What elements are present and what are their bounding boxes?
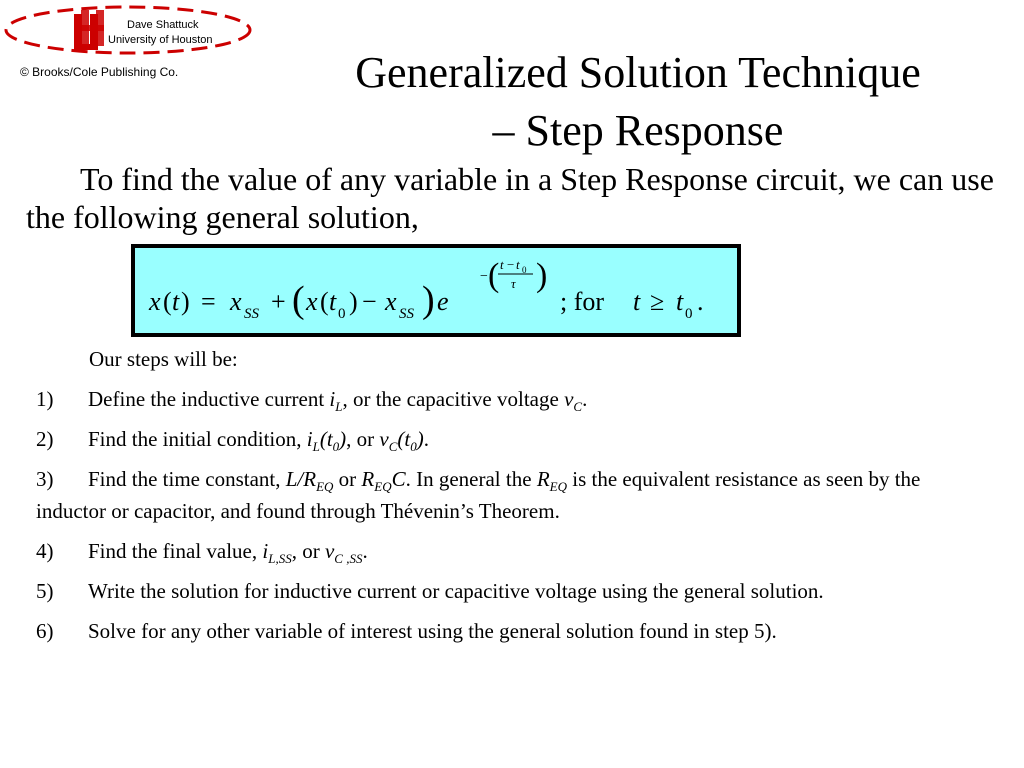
svg-text:t: t — [172, 287, 180, 316]
svg-text:e: e — [437, 287, 449, 316]
author-credit: Dave Shattuck — [127, 19, 199, 31]
svg-text:t: t — [516, 257, 520, 272]
title-line-2: – Step Response — [492, 106, 784, 155]
copyright-credit: © Brooks/Cole Publishing Co. — [20, 65, 179, 79]
svg-text:t: t — [676, 287, 684, 316]
intro-text: To find the value of any variable in a Step Response circuit, we can use the following general solution, — [26, 161, 994, 235]
list-item: 3) Find the time constant, $L/R_{EQ}$ or $R_{EQ}C$. In general the $R_{EQ}$ is the equivalent resistance as seen by the inductor or capacitor, and found through Thévenin’s Theorem. — [36, 467, 921, 523]
svg-text:): ) — [422, 279, 435, 321]
svg-text:): ) — [536, 257, 548, 294]
svg-text:(: ( — [320, 287, 329, 316]
svg-text:t: t — [633, 287, 641, 316]
svg-text:): ) — [181, 287, 190, 316]
svg-text:SS: SS — [399, 306, 414, 322]
title-line-1: Generalized Solution Technique — [355, 48, 921, 97]
svg-text:0: 0 — [685, 306, 693, 322]
intro-paragraph — [26, 160, 1016, 236]
svg-text:+: + — [271, 287, 286, 316]
svg-text:−: − — [507, 257, 515, 272]
svg-text:0: 0 — [338, 306, 346, 322]
list-item: 5) Write the solution for inductive current or capacitive voltage using the general solution. — [36, 579, 824, 603]
svg-text:x: x — [230, 287, 242, 316]
list-item: 2) Find the initial condition, $i_L(t_0)$, or $v_C(t_0)$. — [36, 427, 429, 455]
svg-text:0: 0 — [522, 265, 527, 275]
svg-text:(: ( — [163, 287, 172, 316]
svg-text:(: ( — [488, 257, 500, 294]
university-credit: University of Houston — [108, 34, 213, 46]
svg-text:≥: ≥ — [650, 287, 665, 316]
svg-text:−: − — [480, 269, 488, 284]
formula-for-text: ; for — [560, 287, 605, 316]
steps-intro: Our steps will be: — [89, 347, 238, 371]
general-solution-formula — [131, 244, 741, 337]
svg-text:x: x — [149, 287, 161, 316]
list-item: 4) Find the final value, $i_{L,SS}$, or $v_{C ,SS}$. — [36, 539, 368, 567]
steps-list — [36, 383, 986, 655]
formula-graphic — [135, 248, 737, 333]
svg-text:τ: τ — [511, 276, 516, 291]
svg-text:t: t — [329, 287, 337, 316]
svg-text:SS: SS — [244, 306, 259, 322]
svg-text:=: = — [201, 287, 216, 316]
svg-text:x: x — [306, 287, 318, 316]
svg-text:x: x — [385, 287, 397, 316]
list-item: 1) Define the inductive current $i_L$, or the capacitive voltage $v_C$. — [36, 387, 588, 415]
svg-text:−: − — [362, 287, 377, 316]
slide-title — [258, 44, 1018, 160]
svg-text:t: t — [500, 257, 504, 272]
svg-text:(: ( — [292, 279, 305, 321]
svg-text:): ) — [349, 287, 358, 316]
svg-text:.: . — [697, 287, 704, 316]
uh-monogram-icon — [74, 10, 104, 50]
list-item: 6) Solve for any other variable of interest using the general solution found in step 5). — [36, 619, 777, 643]
